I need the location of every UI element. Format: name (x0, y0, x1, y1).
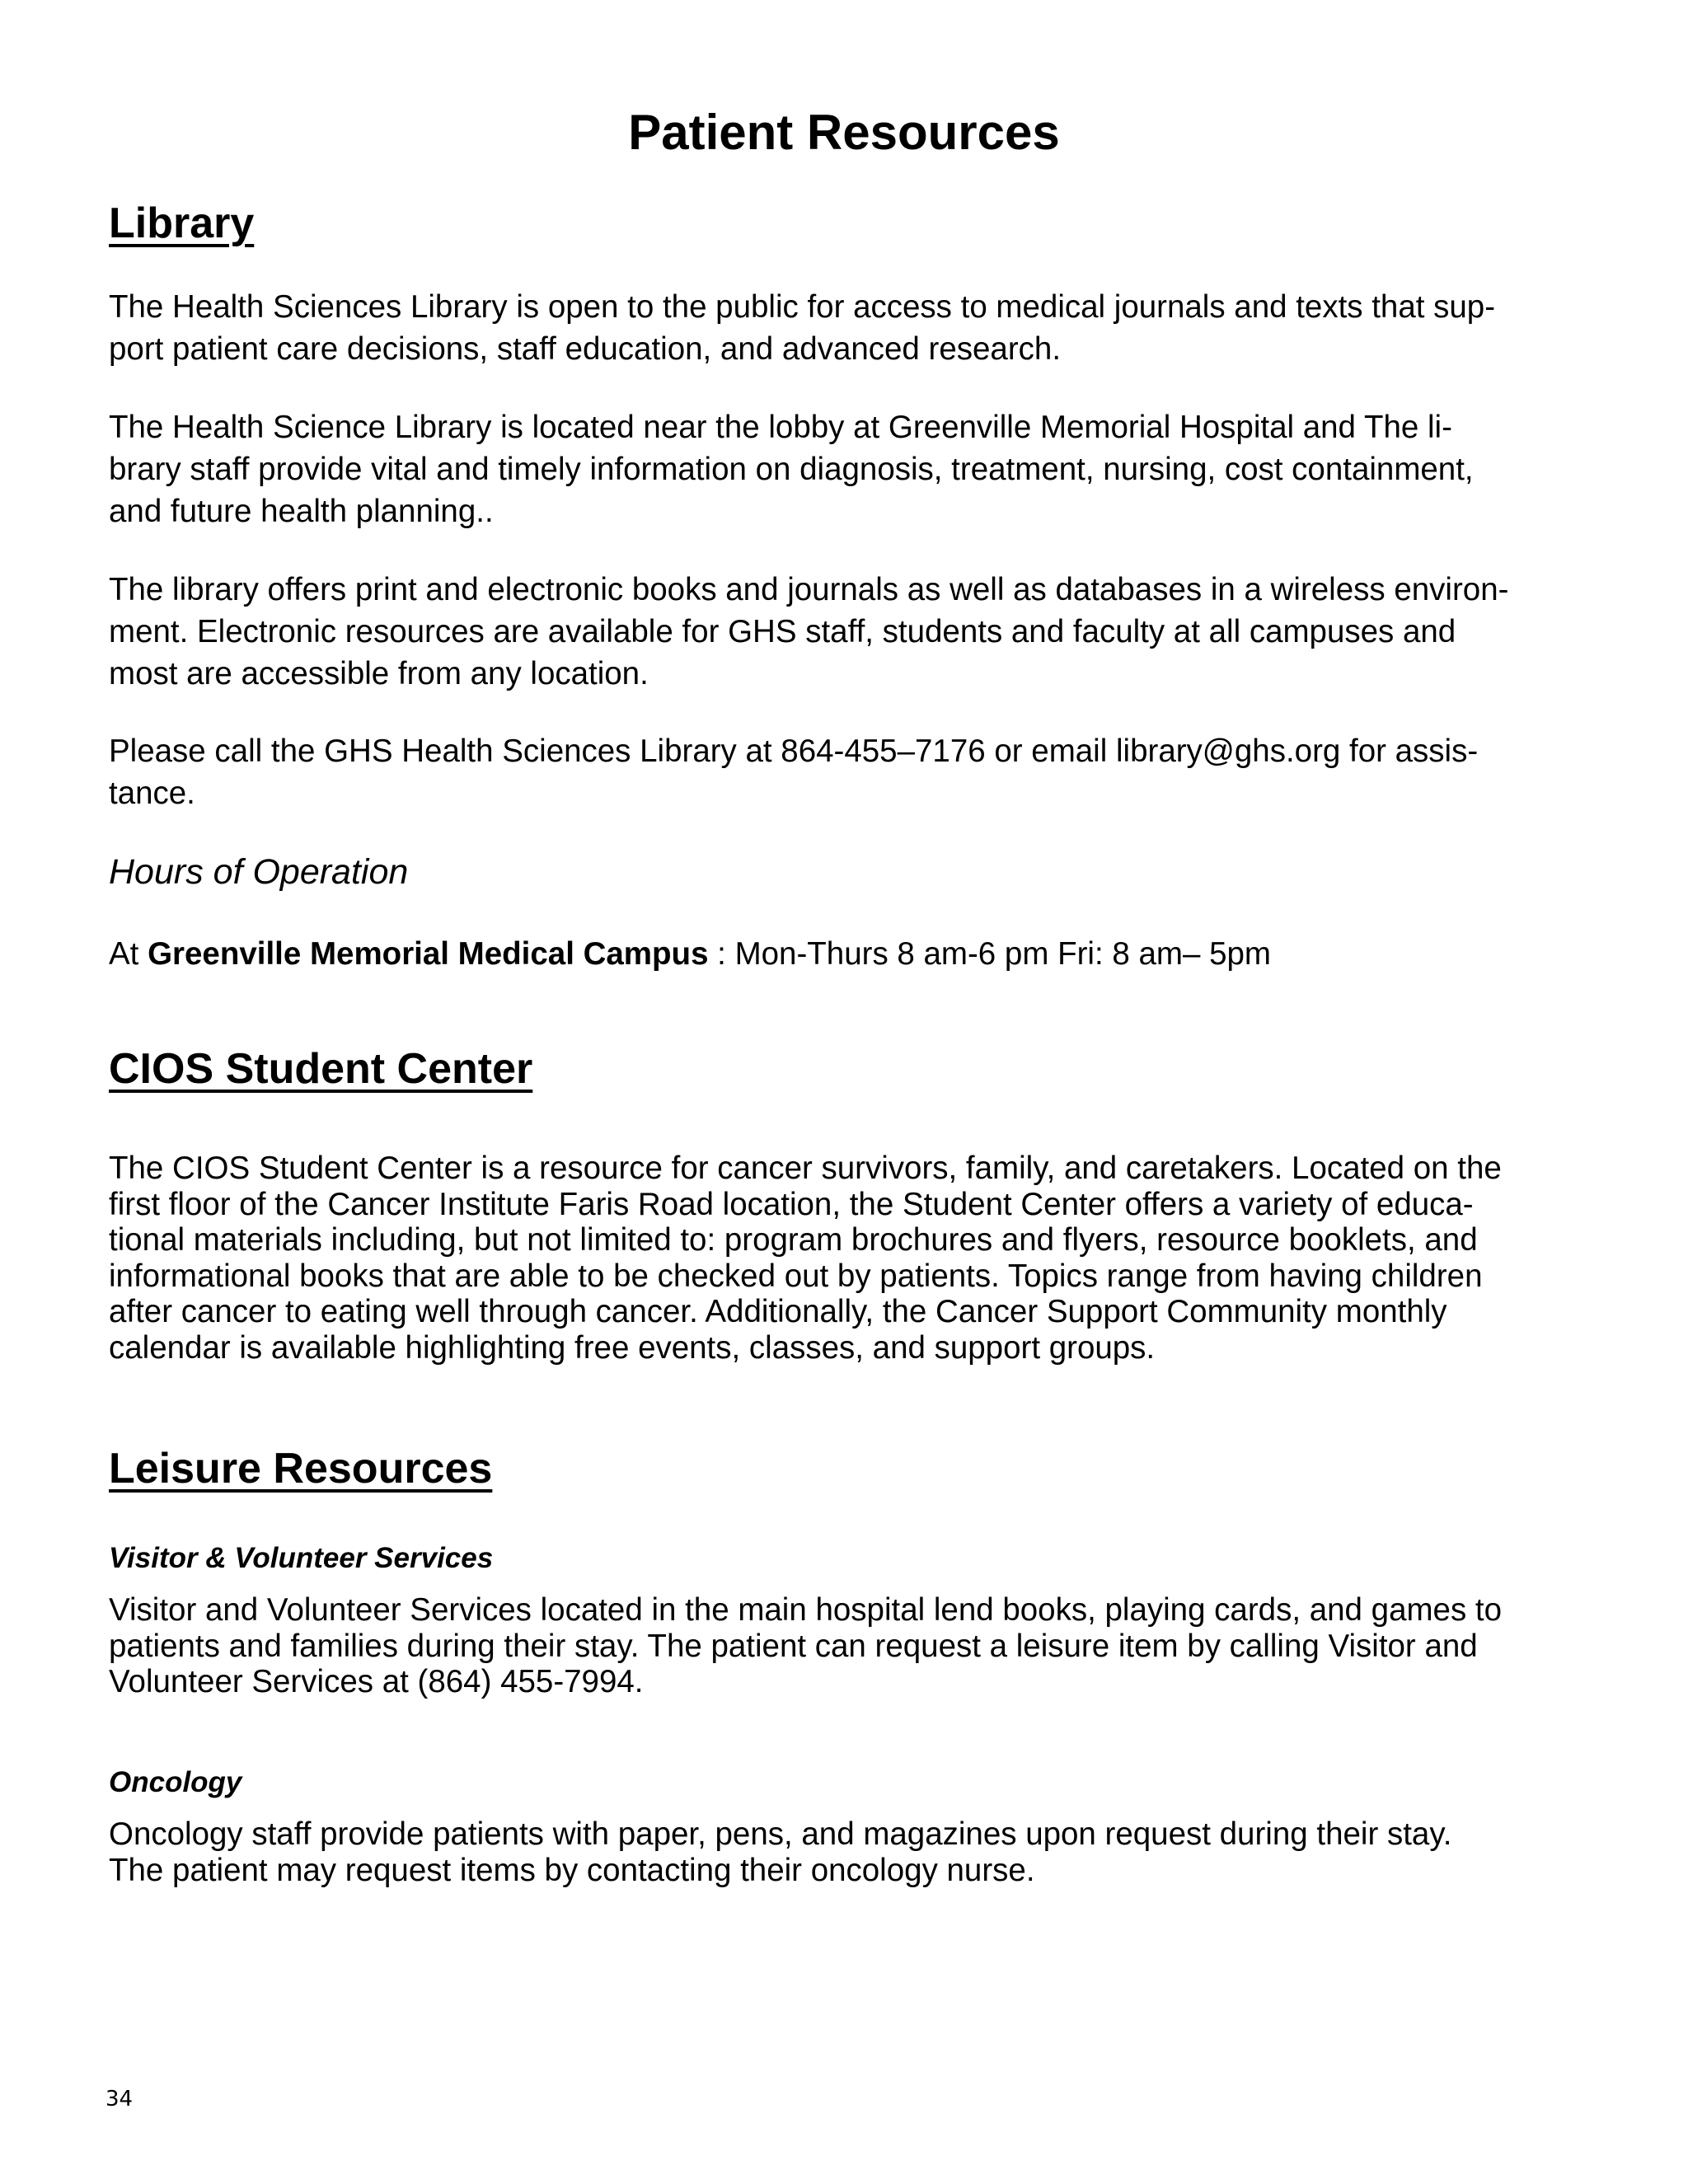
hours-text: : Mon-Thurs 8 am-6 pm Fri: 8 am– 5pm (708, 936, 1271, 972)
text-line: Oncology staff provide patients with paper, pens, and magazines upon request during their stay. (109, 1816, 1452, 1852)
hours-prefix: At (109, 936, 148, 972)
text-line: The Health Sciences Library is open to the public for access to medical journals and texts that sup- (109, 289, 1496, 325)
campus-name: Greenville Memorial Medical Campus (148, 936, 709, 972)
text-line: calendar is available highlighting free events, classes, and support groups. (109, 1329, 1156, 1366)
text-line: and future health planning.. (109, 494, 494, 529)
text-line: The CIOS Student Center is a resource for cancer survivors, family, and caretakers. Located on the (109, 1151, 1502, 1186)
hours-line (109, 934, 1271, 975)
library-paragraph-2 (109, 406, 1592, 532)
text-line: Visitor and Volunteer Services located in the main hospital lend books, playing cards, and games to (109, 1592, 1503, 1628)
cios-paragraph (109, 1151, 1592, 1366)
library-paragraph-3 (109, 569, 1592, 695)
text-line: Volunteer Services at (864) 455-7994. (109, 1664, 644, 1699)
page-title: Patient Resources (628, 105, 1060, 160)
visitor-paragraph (109, 1592, 1592, 1700)
text-line: informational books that are able to be checked out by patients. Topics range from having children (109, 1258, 1483, 1294)
text-line: The library offers print and electronic books and journals as well as databases in a wireless environ- (109, 572, 1509, 607)
text-line: The patient may request items by contacting their oncology nurse. (109, 1852, 1035, 1888)
page-number: 34 (106, 2087, 134, 2111)
text-line: port patient care decisions, staff education, and advanced research. (109, 331, 1062, 367)
oncology-paragraph (109, 1816, 1592, 1888)
oncology-subheading: Oncology (109, 1766, 242, 1798)
text-line: tional materials including, but not limited to: program brochures and flyers, resource booklets, and (109, 1222, 1478, 1258)
text-line: The Health Science Library is located near the lobby at Greenville Memorial Hospital and The li- (109, 410, 1452, 445)
text-line: most are accessible from any location. (109, 656, 649, 691)
leisure-heading: Leisure Resources (109, 1445, 493, 1493)
text-line: ment. Electronic resources are available for GHS staff, students and faculty at all campuses and (109, 614, 1456, 649)
library-paragraph-4 (109, 730, 1592, 814)
library-paragraph-1 (109, 286, 1592, 370)
hours-heading: Hours of Operation (109, 852, 409, 892)
text-line: patients and families during their stay. The patient can request a leisure item by calling Visitor and (109, 1628, 1478, 1664)
text-line: after cancer to eating well through cancer. Additionally, the Cancer Support Community monthly (109, 1294, 1447, 1329)
cios-heading: CIOS Student Center (109, 1045, 533, 1093)
library-heading: Library (109, 199, 255, 247)
text-line: Please call the GHS Health Sciences Library at 864-455–7176 or email library@ghs.org for assis- (109, 733, 1479, 769)
visitor-subheading: Visitor & Volunteer Services (109, 1542, 494, 1574)
text-line: tance. (109, 776, 195, 811)
text-line: brary staff provide vital and timely information on diagnosis, treatment, nursing, cost containment, (109, 452, 1474, 487)
text-line: first floor of the Cancer Institute Faris Road location, the Student Center offers a variety of educa- (109, 1186, 1474, 1222)
